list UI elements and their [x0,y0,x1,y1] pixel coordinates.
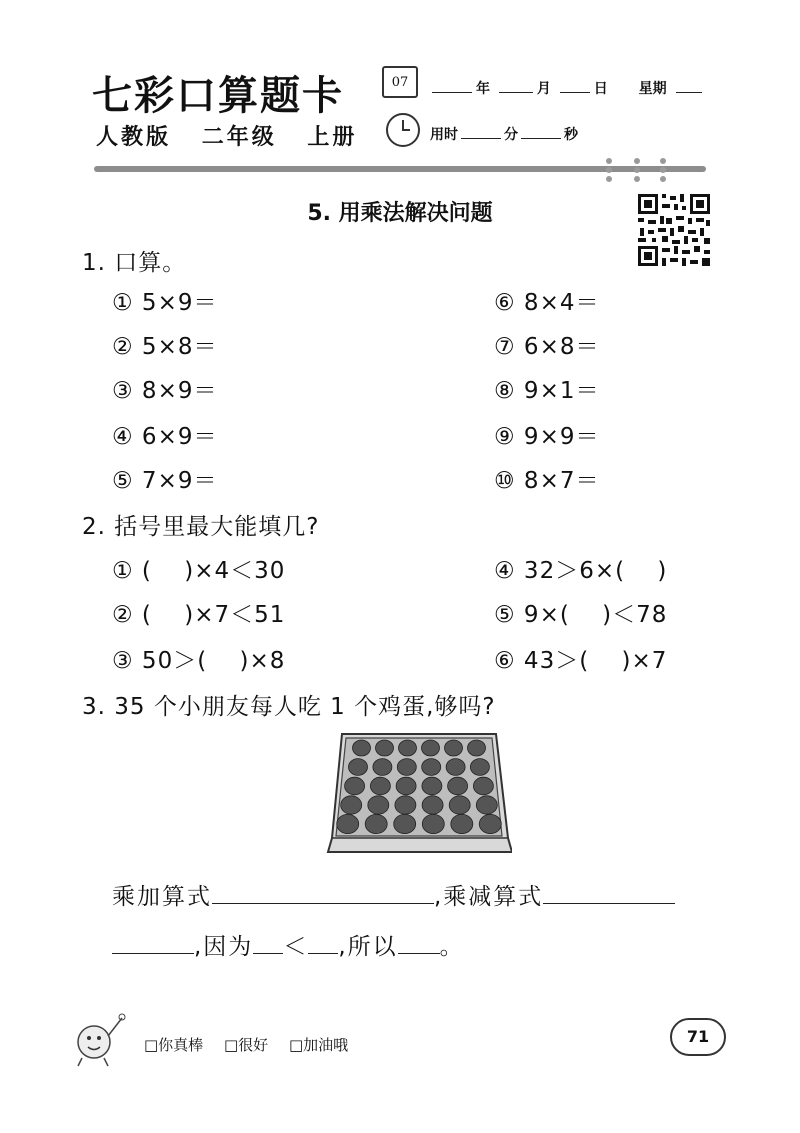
q2-item: ⑥ 43＞( )×7 [494,648,668,674]
q1-item: ⑥ 8×4＝ [494,290,600,316]
mult-sub-blank[interactable] [543,885,675,904]
compare-right-blank[interactable] [308,935,338,954]
egg-icon [448,777,468,795]
day-blank[interactable] [560,80,590,93]
pin-icon [606,158,612,182]
weekday-blank[interactable] [676,80,702,93]
date-line [428,78,706,98]
q1-item: ② 5×8＝ [112,334,218,360]
header-rule [94,166,706,172]
q1-item: ⑤ 7×9＝ [112,468,218,494]
q1-item: ① 5×9＝ [112,290,218,316]
clock-icon [386,113,420,147]
period: 。 [439,934,465,960]
page-number: 71 [670,1018,726,1056]
rating-options [144,1034,364,1055]
time-line [430,124,578,144]
egg-icon [349,759,368,776]
brand-title: 七彩口算题卡 [92,72,344,119]
egg-icon [376,740,394,756]
less-than-sign: ＜ [283,934,309,960]
q2-item: ④ 32＞6×( ) [494,558,668,584]
q2-item: ③ 50＞( )×8 [112,648,286,674]
mult-sub-label: ,乘减算式 [434,884,544,910]
q1-item: ⑦ 6×8＝ [494,334,600,360]
egg-icon [345,777,365,795]
seconds-label: 秒 [564,127,578,143]
egg-icon [399,740,417,756]
q1-item: ⑧ 9×1＝ [494,378,600,404]
q3-title: 3. 35 个小朋友每人吃 1 个鸡蛋,够吗? [82,694,496,720]
egg-icon [422,777,442,795]
time-prefix: 用时 [430,127,458,143]
month-label: 月 [536,81,551,97]
egg-icon [468,740,486,756]
q2-item: ② ( )×7＜51 [112,602,286,628]
month-blank[interactable] [499,80,533,93]
egg-icon [470,759,489,776]
pin-icon [660,158,666,182]
egg-icon [422,814,444,833]
compare-left-blank[interactable] [253,935,283,954]
egg-icon [373,759,392,776]
egg-tray-image [326,728,512,858]
q2-item: ① ( )×4＜30 [112,558,286,584]
egg-icon [422,740,440,756]
egg-icon [449,796,470,814]
rating-good[interactable]: □很好 [223,1036,269,1054]
egg-icon [341,796,362,814]
egg-icon [337,814,359,833]
egg-icon [353,740,371,756]
mult-add-blank[interactable] [212,885,434,904]
volume-label: 上册 [307,125,358,150]
q1-item: ⑩ 8×7＝ [494,468,600,494]
edition-label: 人教版 [96,125,172,150]
egg-icon [422,759,441,776]
egg-icon [445,740,463,756]
q1-title: 1. 口算。 [82,250,187,276]
mult-add-label: 乘加算式 [112,884,212,910]
conclusion-blank[interactable] [398,935,440,954]
mascot-icon [70,1008,130,1068]
egg-icon [446,759,465,776]
egg-icon [397,759,416,776]
section-title: 5. 用乘法解决问题 [307,201,493,226]
egg-icon [368,796,389,814]
q3-line-1 [112,878,675,911]
egg-icon [395,796,416,814]
year-label: 年 [476,81,490,97]
egg-icon [365,814,387,833]
minutes-label: 分 [504,127,518,143]
weekday-label: 星期 [638,81,667,97]
q1-item: ③ 8×9＝ [112,378,218,404]
egg-icon [476,796,497,814]
pin-icon [634,158,640,182]
egg-icon [473,777,493,795]
so-label: ,所以 [338,934,398,960]
q1-item: ⑨ 9×9＝ [494,424,600,450]
egg-icon [396,777,416,795]
egg-icon [422,796,443,814]
day-label: 日 [593,81,608,97]
qr-code-icon[interactable] [636,192,712,268]
because-label: ,因为 [194,934,254,960]
rating-keep-going[interactable]: □加油哦 [288,1036,349,1054]
year-blank[interactable] [432,80,472,93]
grade-label: 二年级 [201,125,277,150]
calendar-icon [382,66,418,98]
egg-icon [370,777,390,795]
q3-line-2 [112,928,465,961]
rating-great[interactable]: □你真棒 [144,1036,204,1054]
book-info [96,120,377,151]
q2-title: 2. 括号里最大能填几? [82,514,320,540]
calendar-day: 07 [391,75,409,90]
q2-item: ⑤ 9×( )＜78 [494,602,668,628]
egg-icon [451,814,473,833]
egg-icon [479,814,501,833]
mult-sub-blank-cont[interactable] [112,935,194,954]
q1-item: ④ 6×9＝ [112,424,218,450]
seconds-blank[interactable] [521,126,561,139]
minutes-blank[interactable] [461,126,501,139]
egg-icon [394,814,416,833]
